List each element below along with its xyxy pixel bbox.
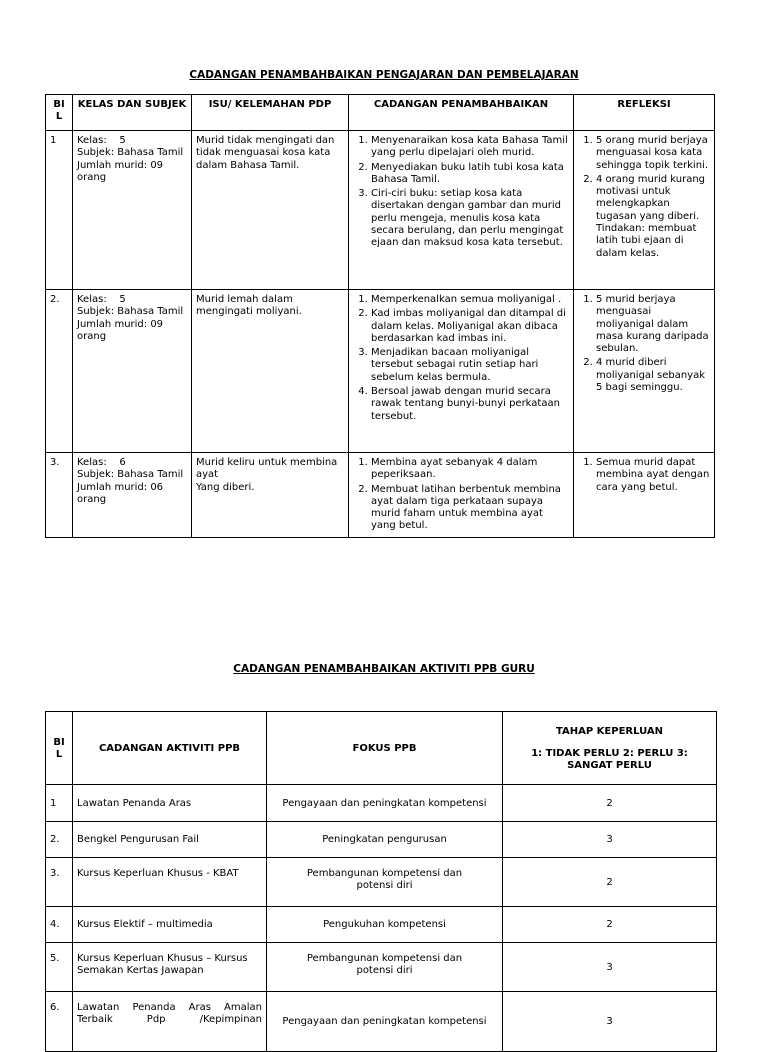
fokus-cell: Pengayaan dan peningkatan kompetensi bbox=[267, 992, 503, 1052]
tahap-cell: 3 bbox=[503, 822, 717, 858]
subjek-line: Subjek: Bahasa Tamil bbox=[77, 147, 184, 159]
pdp-table bbox=[45, 94, 715, 538]
bil-cell: 2. bbox=[46, 290, 73, 453]
isu-text: Murid lemah dalam mengingati moliyani. bbox=[196, 294, 302, 318]
list-item: 4. Bersoal jawab dengan murid secara rawak tentang bunyi-bunyi perkataan tersebut. bbox=[371, 386, 569, 423]
list-item: 2. 4 murid diberi moliyanigal sebanyak 5 bagi seminggu. bbox=[596, 357, 710, 394]
header-tahap bbox=[503, 712, 717, 785]
refleksi-cell bbox=[574, 290, 715, 453]
table-row bbox=[46, 907, 717, 943]
isu-text: Yang diberi. bbox=[196, 481, 255, 493]
kelas-cell bbox=[73, 131, 192, 290]
table-row bbox=[46, 943, 717, 992]
list-item: 2. Membuat latihan berbentuk membina ayat dalam tiga perkataan supaya murid faham untuk membina ayat yang betul. bbox=[371, 484, 569, 533]
aktiviti-cell: Lawatan Penanda Aras Amalan Terbaik Pdp /Kepimpinan bbox=[73, 992, 267, 1052]
bil-cell: 1 bbox=[46, 131, 73, 290]
tahap-cell: 2 bbox=[503, 785, 717, 822]
table-row bbox=[46, 453, 715, 538]
cadangan-cell bbox=[349, 453, 574, 538]
list-item: 3. Menjadikan bacaan moliyanigal tersebut sebagai rutin setiap hari sebelum kelas bermula. bbox=[371, 347, 569, 384]
fokus-cell: Pembangunan kompetensi dan potensi diri bbox=[267, 858, 503, 907]
list-item: 2. Menyediakan buku latih tubi kosa kata Bahasa Tamil. bbox=[371, 162, 569, 187]
refleksi-cell bbox=[574, 453, 715, 538]
isu-text: Murid keliru untuk membina ayat bbox=[196, 457, 338, 481]
isu-cell bbox=[192, 453, 349, 538]
ppb-header-row bbox=[46, 712, 717, 785]
kelas-line: Kelas: 5 bbox=[77, 294, 126, 305]
aktiviti-cell: Bengkel Pengurusan Fail bbox=[73, 822, 267, 858]
header-bil: BI L bbox=[46, 95, 73, 131]
bil-cell: 1 bbox=[46, 785, 73, 822]
jumlah-line: Jumlah murid: 09 orang bbox=[77, 318, 167, 342]
list-item: 3. Ciri-ciri buku: setiap kosa kata disertakan dengan gambar dan murid perlu mengeja, menulis kosa kata secara berulang, dan perlu mengingat ejaan dan maksud kosa kata tersebut. bbox=[371, 188, 569, 249]
isu-text: Murid tidak mengingati dan tidak menguasai kosa kata dalam Bahasa Tamil. bbox=[196, 135, 335, 171]
tahap-cell: 2 bbox=[503, 907, 717, 943]
section2-title: CADANGAN PENAMBAHBAIKAN AKTIVITI PPB GURU bbox=[233, 663, 535, 675]
table-row bbox=[46, 131, 715, 290]
list-item: 1. Membina ayat sebanyak 4 dalam peperiksaan. bbox=[371, 457, 569, 482]
kelas-cell bbox=[73, 290, 192, 453]
fokus-cell: Pembangunan kompetensi dan potensi diri bbox=[267, 943, 503, 992]
aktiviti-cell: Kursus Elektif – multimedia bbox=[73, 907, 267, 943]
header-aktiviti: CADANGAN AKTIVITI PPB bbox=[73, 712, 267, 785]
header-refleksi: REFLEKSI bbox=[574, 95, 715, 131]
table-row bbox=[46, 858, 717, 907]
list-item: 1. 5 orang murid berjaya menguasai kosa kata sehingga topik terkini. bbox=[596, 135, 710, 172]
section1-title: CADANGAN PENAMBAHBAIKAN PENGAJARAN DAN PEMBELAJARAN bbox=[189, 69, 579, 81]
table-row bbox=[46, 785, 717, 822]
jumlah-line: Jumlah murid: 06 orang bbox=[77, 481, 167, 505]
table-row bbox=[46, 822, 717, 858]
tahap-scale: 1: TIDAK PERLU 2: PERLU 3: SANGAT PERLU bbox=[531, 747, 688, 772]
fokus-cell: Pengayaan dan peningkatan kompetensi bbox=[267, 785, 503, 822]
list-item: 1. 5 murid berjaya menguasai moliyanigal dalam masa kurang daripada sebulan. bbox=[596, 294, 710, 355]
bil-cell: 6. bbox=[46, 992, 73, 1052]
cadangan-cell bbox=[349, 290, 574, 453]
bil-cell: 4. bbox=[46, 907, 73, 943]
tahap-title: TAHAP KEPERLUAN bbox=[555, 725, 664, 737]
aktiviti-cell: Lawatan Penanda Aras bbox=[73, 785, 267, 822]
list-item: 1. Semua murid dapat membina ayat dengan cara yang betul. bbox=[596, 457, 710, 494]
kelas-cell bbox=[73, 453, 192, 538]
header-kelas: KELAS DAN SUBJEK bbox=[73, 95, 192, 131]
kelas-line: Kelas: 6 bbox=[77, 457, 126, 468]
list-item: 1. Menyenaraikan kosa kata Bahasa Tamil yang perlu dipelajari oleh murid. bbox=[371, 135, 569, 160]
list-item: 1. Memperkenalkan semua moliyanigal . bbox=[371, 294, 569, 306]
refleksi-cell bbox=[574, 131, 715, 290]
bil-cell: 2. bbox=[46, 822, 73, 858]
subjek-line: Subjek: Bahasa Tamil bbox=[77, 469, 184, 481]
bil-cell: 5. bbox=[46, 943, 73, 992]
header-bil: BI L bbox=[46, 712, 73, 785]
tahap-cell: 2 bbox=[503, 858, 717, 907]
bil-cell: 3. bbox=[46, 858, 73, 907]
header-isu: ISU/ KELEMAHAN PDP bbox=[192, 95, 349, 131]
bil-cell: 3. bbox=[46, 453, 73, 538]
isu-cell bbox=[192, 290, 349, 453]
fokus-cell: Pengukuhan kompetensi bbox=[267, 907, 503, 943]
cadangan-cell bbox=[349, 131, 574, 290]
tahap-cell: 3 bbox=[503, 992, 717, 1052]
isu-cell bbox=[192, 131, 349, 290]
header-cadangan: CADANGAN PENAMBAHBAIKAN bbox=[349, 95, 574, 131]
kelas-line: Kelas: 5 bbox=[77, 135, 126, 146]
list-item: 2. 4 orang murid kurang motivasi untuk melengkapkan tugasan yang diberi. Tindakan: membuat latih tubi ejaan di dalam kelas. bbox=[596, 174, 710, 260]
header-fokus: FOKUS PPB bbox=[267, 712, 503, 785]
jumlah-line: Jumlah murid: 09 orang bbox=[77, 159, 167, 183]
pdp-header-row bbox=[46, 95, 715, 131]
subjek-line: Subjek: Bahasa Tamil bbox=[77, 306, 184, 318]
tahap-cell: 3 bbox=[503, 943, 717, 992]
aktiviti-cell: Kursus Keperluan Khusus - KBAT bbox=[73, 858, 267, 907]
table-row bbox=[46, 290, 715, 453]
table-row bbox=[46, 992, 717, 1052]
list-item: 2. Kad imbas moliyanigal dan ditampal di dalam kelas. Moliyanigal akan dibaca berdasarkan kad imbas ini. bbox=[371, 308, 569, 345]
aktiviti-cell: Kursus Keperluan Khusus – Kursus Semakan Kertas Jawapan bbox=[73, 943, 267, 992]
fokus-cell: Peningkatan pengurusan bbox=[267, 822, 503, 858]
ppb-table bbox=[45, 711, 717, 1052]
